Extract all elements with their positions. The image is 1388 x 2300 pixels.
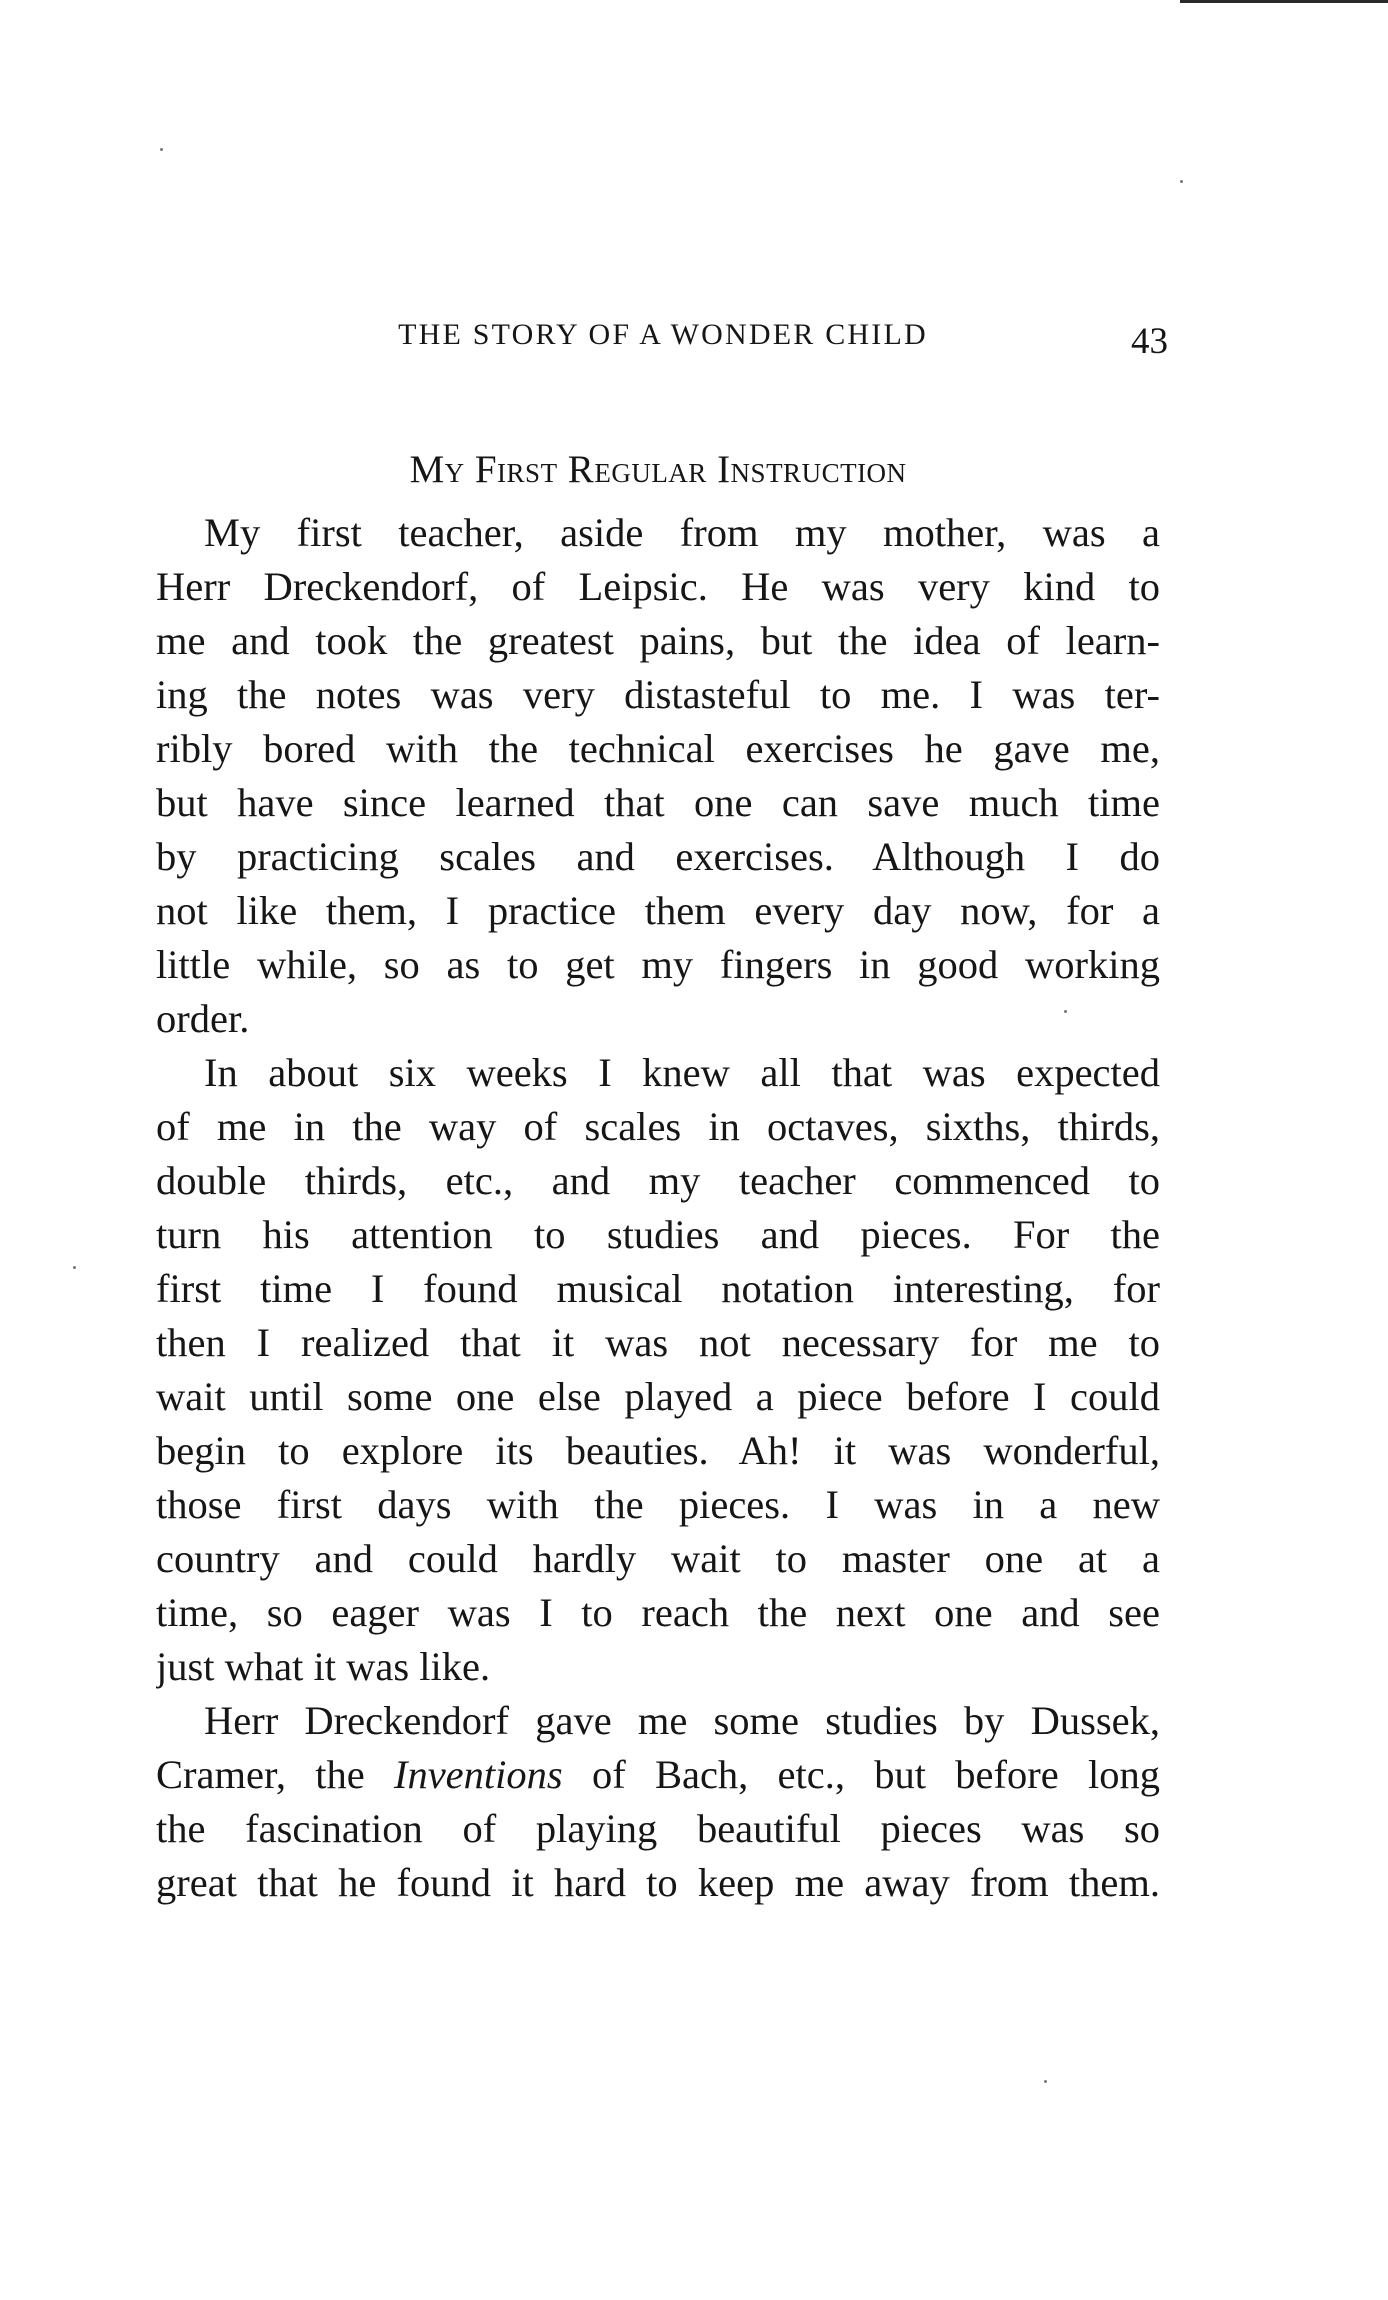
text-line: of me in the way of scales in octaves, sixths, thirds, bbox=[156, 1104, 1160, 1149]
paper-speck bbox=[73, 1266, 76, 1269]
text-line: ing the notes was very distasteful to me. I was ter- bbox=[156, 672, 1160, 717]
text-line: the fascination of playing beautiful pieces was so bbox=[156, 1806, 1160, 1851]
paper-speck bbox=[1180, 180, 1183, 183]
text-line: turn his attention to studies and pieces. For the bbox=[156, 1212, 1160, 1257]
text-line: In about six weeks I knew all that was expected bbox=[204, 1050, 1160, 1095]
text-line: order. bbox=[156, 996, 250, 1041]
text-line: begin to explore its beauties. Ah! it was wonderful, bbox=[156, 1428, 1160, 1473]
text-line: My first teacher, aside from my mother, was a bbox=[204, 510, 1160, 555]
text-line: by practicing scales and exercises. Although I do bbox=[156, 834, 1160, 879]
text-line-with-italic bbox=[156, 1748, 1160, 1802]
running-head-title: THE STORY OF A WONDER CHILD bbox=[398, 318, 928, 351]
paragraph-1 bbox=[156, 506, 1160, 1046]
text-line: ribly bored with the technical exercises he gave me, bbox=[156, 726, 1160, 771]
top-edge-rule bbox=[1180, 0, 1388, 3]
text-line: country and could hardly wait to master one at a bbox=[156, 1536, 1160, 1581]
section-heading: My First Regular Instruction bbox=[409, 448, 907, 491]
text-line: first time I found musical notation interesting, for bbox=[156, 1266, 1160, 1311]
paragraph-3 bbox=[156, 1694, 1160, 1910]
text-line: time, so eager was I to reach the next one and see bbox=[156, 1590, 1160, 1635]
paper-speck bbox=[160, 148, 163, 151]
text-line: great that he found it hard to keep me away from them. bbox=[156, 1860, 1160, 1905]
text-line: Herr Dreckendorf gave me some studies by Dussek, bbox=[204, 1698, 1160, 1743]
text-line: but have since learned that one can save much time bbox=[156, 780, 1160, 825]
text-line: those first days with the pieces. I was in a new bbox=[156, 1482, 1160, 1527]
text-line: me and took the greatest pains, but the idea of learn- bbox=[156, 618, 1160, 663]
text-line: Herr Dreckendorf, of Leipsic. He was very kind to bbox=[156, 564, 1160, 609]
text-fragment: of Bach, etc., but before long bbox=[562, 1752, 1160, 1797]
text-fragment: Cramer, the bbox=[156, 1752, 394, 1797]
paragraph-2 bbox=[156, 1046, 1160, 1694]
text-line: double thirds, etc., and my teacher commenced to bbox=[156, 1158, 1160, 1203]
text-line: just what it was like. bbox=[156, 1644, 491, 1689]
italic-title: Inventions bbox=[393, 1752, 563, 1797]
body-text bbox=[156, 506, 1160, 1910]
paper-speck bbox=[1064, 1010, 1067, 1013]
text-line: little while, so as to get my fingers in good working bbox=[156, 942, 1160, 987]
text-line: not like them, I practice them every day now, for a bbox=[156, 888, 1160, 933]
paper-speck bbox=[1044, 2080, 1047, 2083]
text-line: then I realized that it was not necessary for me to bbox=[156, 1320, 1160, 1365]
text-line: wait until some one else played a piece before I could bbox=[156, 1374, 1160, 1419]
page-number: 43 bbox=[1131, 321, 1168, 362]
